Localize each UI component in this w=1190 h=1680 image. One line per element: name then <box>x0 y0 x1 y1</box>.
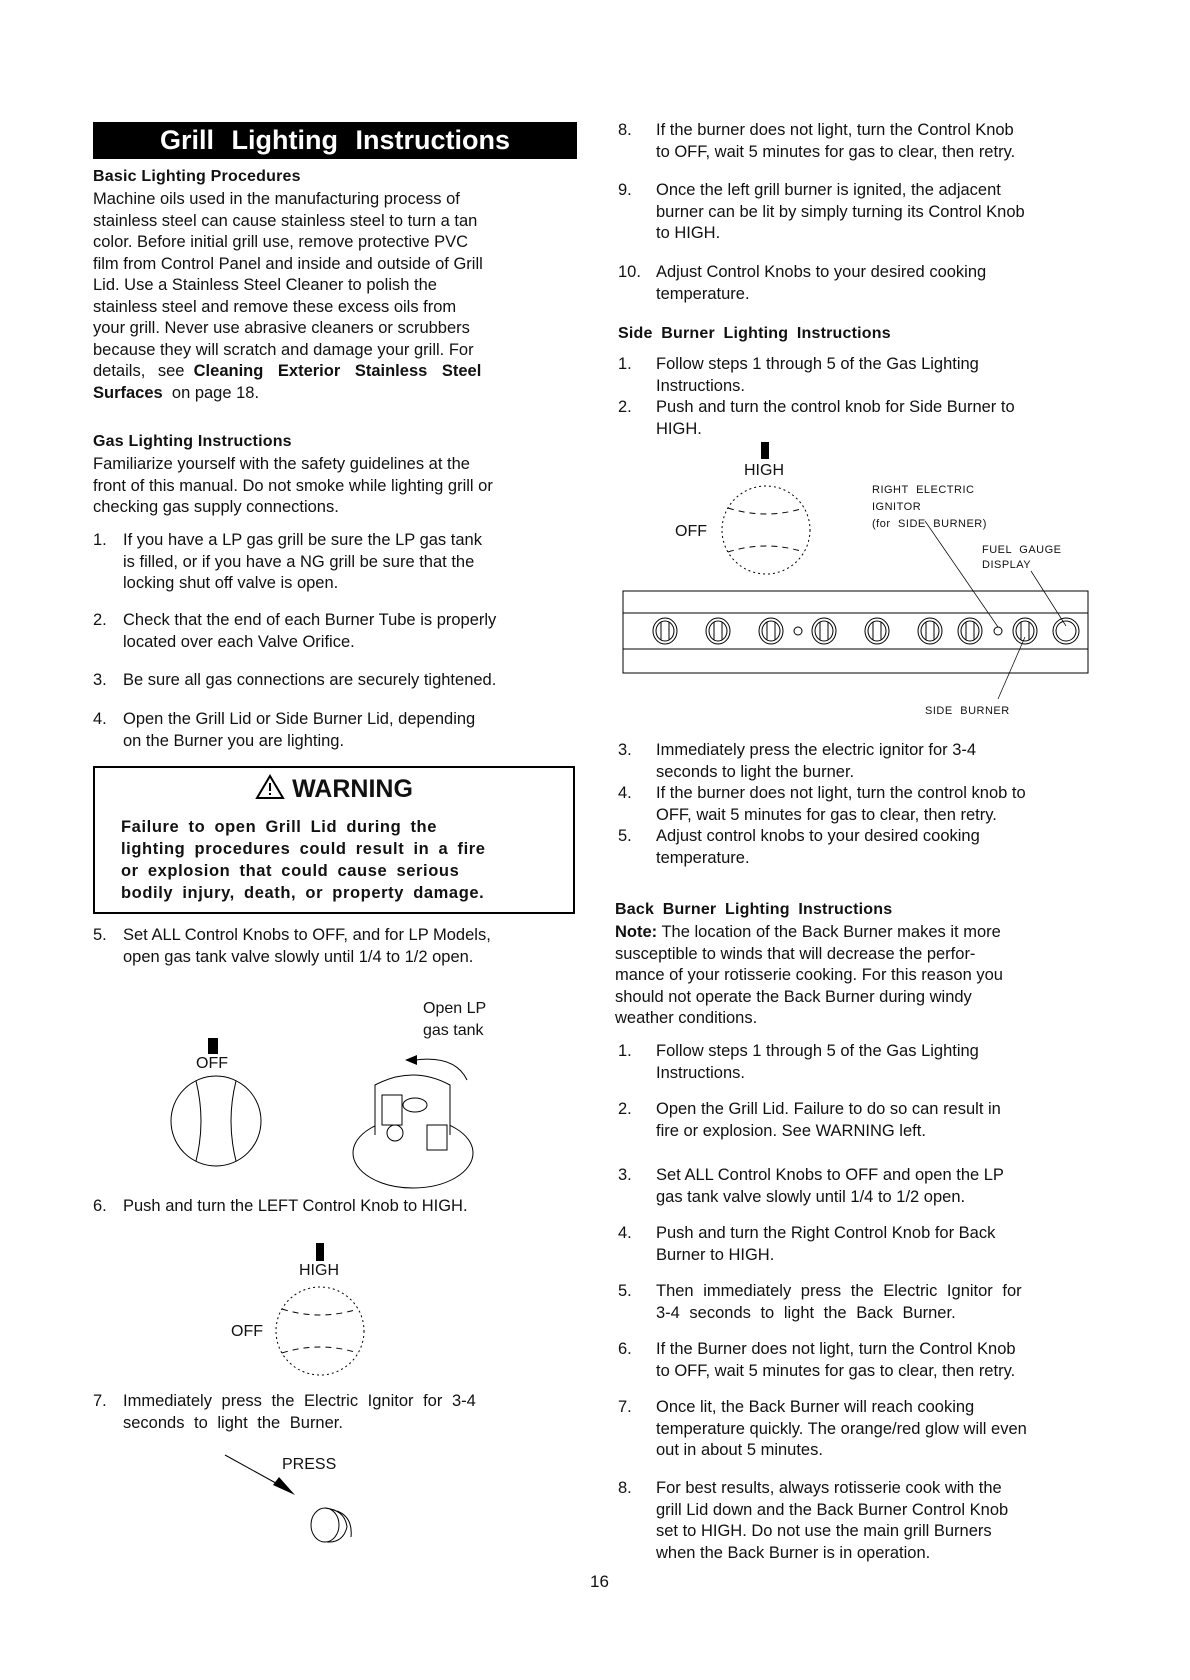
off-label: OFF <box>675 523 707 540</box>
lp-tank-valve-illustration <box>355 1045 485 1195</box>
step-number: 6. <box>93 1197 107 1215</box>
indicator-mark <box>316 1243 324 1261</box>
text-fragment: on page 18. <box>171 383 260 402</box>
step-number: 2. <box>618 1100 632 1118</box>
text-line: Machine oils used in the manufacturing process of <box>93 190 460 208</box>
step-number: 7. <box>93 1392 107 1410</box>
step-number: 3. <box>618 1166 632 1184</box>
callout-line <box>925 521 998 627</box>
text-line: stainless steel can cause stainless steel to turn a tan <box>93 211 478 230</box>
text-line: Push and turn the Right Control Knob for Back <box>656 1224 996 1242</box>
text-line: to OFF, wait 5 minutes for gas to clear, then retry. <box>656 142 1016 161</box>
text-line: set to HIGH. Do not use the main grill Burners <box>656 1522 992 1540</box>
control-knob <box>759 618 783 644</box>
text-line: Instructions. <box>656 376 745 395</box>
text-line: Follow steps 1 through 5 of the Gas Lighting <box>656 1042 979 1060</box>
callout-line <box>1031 571 1066 626</box>
control-knob <box>653 618 677 644</box>
step-number: 10. <box>618 263 641 281</box>
text-line: Open the Grill Lid or Side Burner Lid, depending <box>123 710 476 728</box>
text-line: located over each Valve Orifice. <box>123 632 355 651</box>
step-number: 8. <box>618 121 632 139</box>
ignitor-button <box>994 627 1002 635</box>
text-line: IGNITOR <box>872 501 922 513</box>
text-line: Open the Grill Lid. Failure to do so can result in <box>656 1100 1001 1118</box>
control-knob-inner <box>868 621 886 641</box>
control-knob-inner <box>961 621 979 641</box>
basic-lighting-heading: Basic Lighting Procedures <box>93 168 301 185</box>
text-line: your grill. Never use abrasive cleaners or scrubbers <box>93 319 470 337</box>
control-knob <box>958 618 982 644</box>
text-line: Lid. Use a Stainless Steel Cleaner to polish the <box>93 276 437 294</box>
step-number: 1. <box>618 1042 632 1060</box>
off-label: OFF <box>231 1323 263 1340</box>
warning-body <box>121 816 559 904</box>
text-line <box>615 922 1115 944</box>
step-number: 4. <box>618 1224 632 1242</box>
control-knob <box>812 618 836 644</box>
text-line: Instructions. <box>656 1063 745 1082</box>
ignitor-button <box>794 627 802 635</box>
text-line: film from Control Panel and inside and outside of Grill <box>93 254 483 273</box>
fuel-gauge-callout <box>982 543 1062 573</box>
text-line: Check that the end of each Burner Tube is properly <box>123 611 497 629</box>
text-line: Burner to HIGH. <box>656 1245 775 1264</box>
high-label: HIGH <box>299 1262 339 1279</box>
text-line: OFF, wait 5 minutes for gas to clear, then retry. <box>656 805 997 824</box>
control-knob <box>1013 618 1037 644</box>
text-line: stainless steel and remove these excess oils from <box>93 297 457 316</box>
text-line: FUEL GAUGE <box>982 544 1062 556</box>
text-line: mance of your rotisserie cooking. For this reason you <box>615 966 1003 984</box>
side-burner-heading: Side Burner Lighting Instructions <box>618 325 891 342</box>
text-line <box>93 361 583 383</box>
callout-line <box>998 637 1025 699</box>
control-knob-inner <box>921 621 939 641</box>
text-line: seconds to light the Burner. <box>123 1413 343 1432</box>
text-line: is filled, or if you have a NG grill be sure that the <box>123 552 475 571</box>
text-line: Adjust Control Knobs to your desired cooking <box>656 263 987 281</box>
high-label: HIGH <box>744 462 784 479</box>
text-line: temperature. <box>656 848 750 867</box>
gas-lighting-intro <box>93 454 583 519</box>
text-line: locking shut off valve is open. <box>123 574 339 592</box>
step-number: 8. <box>618 1479 632 1497</box>
text-line: Immediately press the electric ignitor for 3-4 <box>656 741 977 759</box>
text-line: If the burner does not light, turn the Control Knob <box>656 121 1014 139</box>
indicator-mark <box>208 1038 218 1054</box>
fuel-gauge <box>1053 618 1079 644</box>
text-fragment: details, see <box>93 362 185 380</box>
control-knob-inner <box>1016 621 1034 641</box>
control-knob <box>706 618 730 644</box>
text-line: Once lit, the Back Burner will reach cooking <box>656 1398 975 1416</box>
text-line: should not operate the Back Burner during windy <box>615 987 972 1006</box>
text-line: on the Burner you are lighting. <box>123 731 345 750</box>
text-line: Follow steps 1 through 5 of the Gas Lighting <box>656 355 979 373</box>
step-number: 2. <box>618 398 632 416</box>
step-number: 9. <box>618 181 632 199</box>
step-number: 1. <box>618 355 632 373</box>
text-line: If the burner does not light, turn the control knob to <box>656 784 1026 802</box>
indicator-mark <box>761 442 769 459</box>
text-line: temperature quickly. The orange/red glow will even <box>656 1419 1027 1438</box>
back-burner-note <box>615 922 1115 1030</box>
side-burner-callout: SIDE BURNER <box>925 705 1010 717</box>
control-knob-inner <box>709 621 727 641</box>
step-number: 4. <box>618 784 632 802</box>
step-number: 2. <box>93 611 107 629</box>
text-line: seconds to light the burner. <box>656 762 855 781</box>
text-line: burner can be lit by simply turning its Control Knob <box>656 202 1025 221</box>
text-line: fire or explosion. See WARNING left. <box>656 1121 926 1140</box>
control-knob-inner <box>656 621 674 641</box>
text-line: front of this manual. Do not smoke while lighting grill or <box>93 476 493 495</box>
text-line: If the Burner does not light, turn the Control Knob <box>656 1340 1016 1358</box>
text-line: checking gas supply connections. <box>93 498 339 516</box>
text-line: 3-4 seconds to light the Back Burner. <box>656 1303 956 1322</box>
text-line: Push and turn the LEFT Control Knob to HIGH. <box>123 1197 468 1215</box>
step-number: 3. <box>93 671 107 689</box>
basic-lighting-paragraph <box>93 189 583 404</box>
page-number: 16 <box>590 1572 609 1591</box>
text-line: Familiarize yourself with the safety guidelines at the <box>93 455 470 473</box>
text-line: temperature. <box>656 284 750 303</box>
text-line: when the Back Burner is in operation. <box>656 1543 931 1562</box>
text-line: lighting procedures could result in a fire <box>121 840 486 858</box>
control-knob-inner <box>762 621 780 641</box>
text-line: or explosion that could cause serious <box>121 862 460 880</box>
side-burner-knob-illustration <box>720 486 820 586</box>
text-line: Failure to open Grill Lid during the <box>121 818 438 836</box>
gas-lighting-heading: Gas Lighting Instructions <box>93 433 292 450</box>
right-ignitor-callout <box>872 482 987 533</box>
open-lp-label: Open LP <box>423 1000 487 1017</box>
warning-triangle-icon <box>255 774 285 800</box>
text-line: Set ALL Control Knobs to OFF, and for LP Models, <box>123 926 491 944</box>
step-number: 6. <box>618 1340 632 1358</box>
text-line: color. Before initial grill use, remove protective PVC <box>93 233 469 251</box>
text-line: If you have a LP gas grill be sure the LP gas tank <box>123 531 482 549</box>
step-number: 3. <box>618 741 632 759</box>
off-label: OFF <box>196 1055 228 1072</box>
text-line: susceptible to winds that will decrease the perfor- <box>615 944 976 963</box>
electric-ignitor-illustration <box>225 1455 365 1555</box>
text-line: out in about 5 minutes. <box>656 1441 823 1459</box>
control-knob <box>918 618 942 644</box>
text-line: HIGH. <box>656 419 702 438</box>
control-knob-off-illustration <box>170 1075 270 1175</box>
step-number: 5. <box>618 827 632 845</box>
warning-title <box>95 774 573 804</box>
text-line: open gas tank valve slowly until 1/4 to 1/2 open. <box>123 947 474 966</box>
cross-reference-bold: Surfaces <box>93 383 163 402</box>
step-number: 1. <box>93 531 107 549</box>
text-line: Push and turn the control knob for Side Burner to <box>656 398 1015 416</box>
text-line: weather conditions. <box>615 1009 758 1027</box>
text-line: Adjust control knobs to your desired cooking <box>656 827 980 845</box>
text-line: to HIGH. <box>656 224 721 242</box>
text-line <box>93 383 583 405</box>
text-line: RIGHT ELECTRIC <box>872 484 975 496</box>
fuel-gauge-inner <box>1056 621 1076 641</box>
text-line: For best results, always rotisserie cook with the <box>656 1479 1002 1497</box>
control-knob <box>865 618 889 644</box>
step-number: 5. <box>618 1282 632 1300</box>
control-knob-inner <box>815 621 833 641</box>
cross-reference-bold: Cleaning Exterior Stainless Steel <box>193 362 482 380</box>
text-line: bodily injury, death, or property damage. <box>121 884 485 902</box>
text-line: Be sure all gas connections are securely tightened. <box>123 671 497 689</box>
text-line: grill Lid down and the Back Burner Control Knob <box>656 1500 1009 1519</box>
panel-outline <box>623 591 1088 673</box>
text-line: Once the left grill burner is ignited, the adjacent <box>656 181 1001 199</box>
back-burner-heading: Back Burner Lighting Instructions <box>615 901 893 918</box>
step-number: 7. <box>618 1398 632 1416</box>
note-label: Note: <box>615 923 658 941</box>
warning-title-text: WARNING <box>292 775 413 803</box>
step-number: 4. <box>93 710 107 728</box>
text-line: because they will scratch and damage your grill. For <box>93 340 474 359</box>
warning-box <box>93 766 575 914</box>
text-line: Immediately press the Electric Ignitor for 3-4 <box>123 1392 476 1410</box>
text-line: (for SIDE BURNER) <box>872 518 987 530</box>
text-fragment: The location of the Back Burner makes it more <box>661 923 1001 941</box>
text-line: DISPLAY <box>982 559 1032 571</box>
text-line: Set ALL Control Knobs to OFF and open the LP <box>656 1166 1004 1184</box>
press-label: PRESS <box>282 1456 337 1473</box>
text-line: Then immediately press the Electric Ignitor for <box>656 1282 1022 1300</box>
page-title-banner: Grill Lighting Instructions <box>93 122 577 159</box>
text-line: to OFF, wait 5 minutes for gas to clear, then retry. <box>656 1361 1016 1380</box>
control-knob-high-illustration <box>274 1287 374 1387</box>
control-panel-illustration <box>623 591 1093 681</box>
gas-tank-label: gas tank <box>423 1022 484 1039</box>
step-number: 5. <box>93 926 107 944</box>
text-line: gas tank valve slowly until 1/4 to 1/2 open. <box>656 1187 966 1206</box>
